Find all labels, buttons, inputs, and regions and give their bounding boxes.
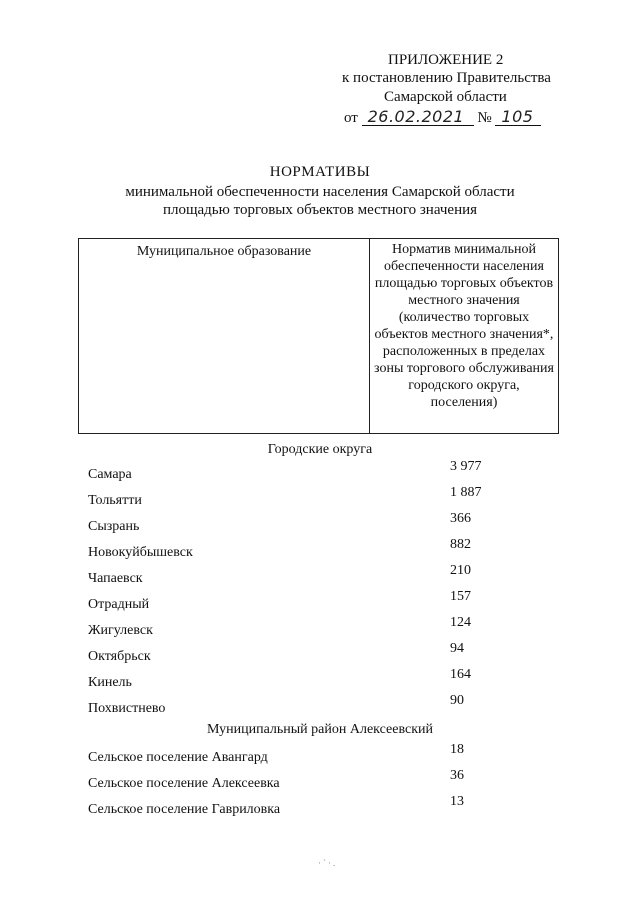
row-name: Отрадный (88, 597, 150, 612)
row-value: 164 (450, 667, 471, 682)
row-name: Октябрьск (88, 649, 151, 664)
number-prefix: № (477, 110, 492, 126)
row-value: 210 (450, 563, 471, 578)
row-value: 18 (450, 742, 464, 757)
column-header-normative: Норматив минимальной обеспеченности населения площадью торговых объектов местного значения (количество торговых объектов местного значения*, расположенных в пределах зоны торгового обслуживания городского округа, поселения) (370, 239, 559, 434)
column-header-municipality: Муниципальное образование (79, 239, 370, 434)
row-name: Тольятти (88, 493, 142, 508)
appendix-title: ПРИЛОЖЕНИЕ 2 (388, 52, 504, 68)
row-name: Самара (88, 467, 132, 482)
appendix-date-row (344, 108, 541, 127)
document-subtitle-line-1: минимальной обеспеченности населения Самарской области (125, 184, 515, 200)
row-name: Кинель (88, 675, 132, 690)
section-title-urban-districts: Городские округа (267, 442, 373, 457)
row-value: 36 (450, 768, 464, 783)
row-name: Чапаевск (88, 571, 143, 586)
row-name: Жигулевск (88, 623, 153, 638)
document-title: НОРМАТИВЫ (269, 164, 371, 180)
document-subtitle-line-2: площадью торговых объектов местного значения (162, 202, 478, 218)
row-value: 366 (450, 511, 471, 526)
row-value: 13 (450, 794, 464, 809)
row-name: Новокуйбышевск (88, 545, 193, 560)
row-value: 3 977 (450, 459, 482, 474)
row-value: 94 (450, 641, 464, 656)
normatives-table-header (78, 238, 559, 434)
handwritten-number: 105 (495, 108, 541, 126)
section-title-alekseevsky-district: Муниципальный район Алексеевский (207, 722, 433, 737)
row-value: 124 (450, 615, 471, 630)
row-value: 1 887 (450, 485, 482, 500)
row-name: Сельское поселение Авангард (88, 750, 268, 765)
scan-speck: ·`·. (318, 858, 338, 868)
row-name: Похвистнево (88, 701, 166, 716)
handwritten-date: 26.02.2021 (362, 108, 474, 126)
row-value: 882 (450, 537, 471, 552)
date-prefix: от (344, 110, 358, 126)
row-value: 90 (450, 693, 464, 708)
appendix-region-line: Самарской области (384, 89, 507, 105)
table-header-row (79, 239, 559, 434)
row-name: Сельское поселение Алексеевка (88, 776, 280, 791)
row-value: 157 (450, 589, 471, 604)
appendix-resolution-line: к постановлению Правительства (342, 70, 551, 86)
row-name: Сызрань (88, 519, 140, 534)
row-name: Сельское поселение Гавриловка (88, 802, 281, 817)
